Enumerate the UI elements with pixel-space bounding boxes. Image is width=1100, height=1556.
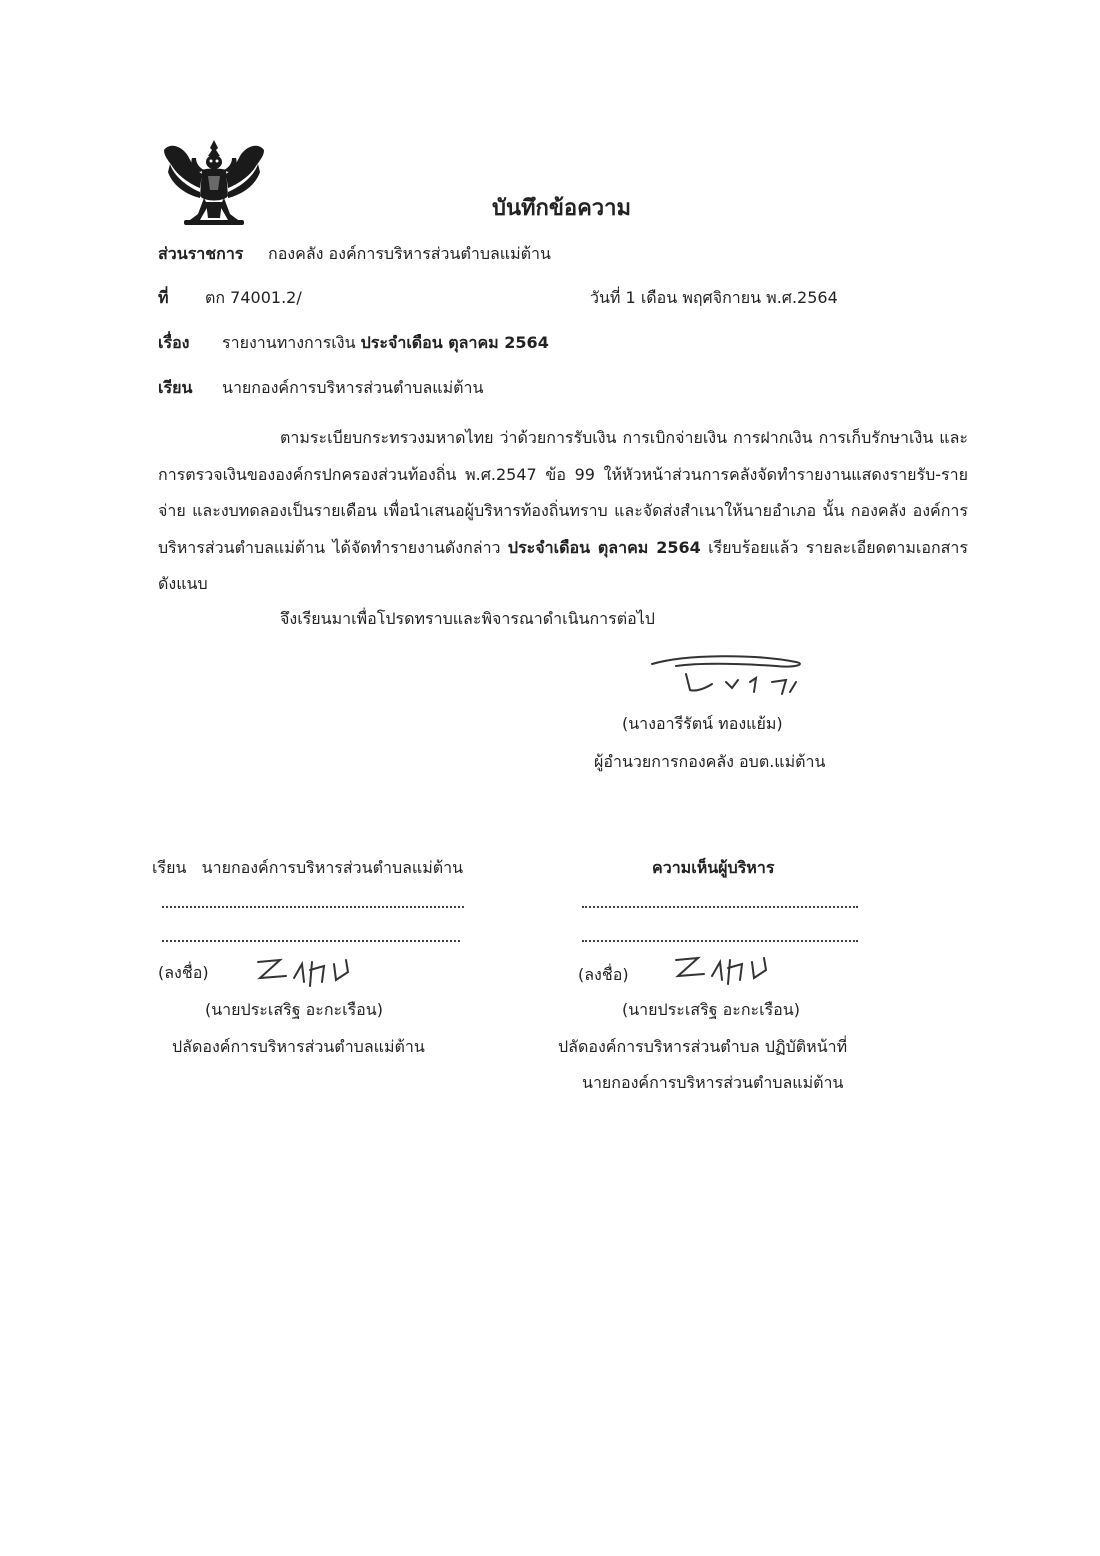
ref-value: ตก 74001.2/ (205, 288, 302, 307)
left-comment-line-1 (162, 906, 464, 908)
left-heading-label: เรียน (152, 858, 187, 877)
subject-bold: ประจำเดือน ตุลาคม 2564 (360, 333, 549, 352)
body-paragraph-1 (158, 420, 968, 603)
right-comment-line-1 (582, 906, 858, 908)
right-signer-position-1: ปลัดองค์การบริหารส่วนตำบล ปฏิบัติหน้าที่ (558, 1037, 848, 1056)
left-comment-line-2 (162, 940, 460, 942)
para1-bold: ประจำเดือน ตุลาคม 2564 (507, 537, 701, 557)
dept-value: กองคลัง องค์การบริหารส่วนตำบลแม่ต้าน (268, 244, 551, 263)
signer-position: ผู้อำนวยการกองคลัง อบต.แม่ต้าน (594, 752, 826, 771)
right-signer-name: (นายประเสริฐ อะกะเรือน) (622, 1000, 800, 1019)
right-sign-label: (ลงชื่อ) (578, 965, 629, 984)
ref-label: ที่ (158, 288, 169, 307)
to-value: นายกองค์การบริหารส่วนตำบลแม่ต้าน (222, 378, 484, 397)
memo-title: บันทึกข้อความ (492, 196, 632, 221)
left-sign-label: (ลงชื่อ) (158, 963, 209, 982)
signature-icon (646, 652, 816, 700)
garuda-emblem-icon (160, 140, 268, 226)
left-signature-icon (250, 952, 360, 992)
subject-plain: รายงานทางการเงิน (222, 333, 356, 352)
to-label: เรียน (158, 378, 193, 397)
subject-label: เรื่อง (158, 333, 190, 352)
date-value: วันที่ 1 เดือน พฤศจิกายน พ.ศ.2564 (590, 288, 838, 307)
signer-name: (นางอารีรัตน์ ทองแย้ม) (622, 714, 783, 733)
para1-text: ตามระเบียบกระทรวงมหาดไทย ว่าด้วยการรับเงิน การเบิกจ่ายเงิน การฝากเงิน การเก็บรักษาเงิน และการตรวจเงินขององค์กรปกครองส่วนท้องถิ่น พ.ศ.2547 ข้อ 99 ให้หัวหน้าส่วนการคลังจัดทำรายงานแสดงรายรับ-รายจ่าย และงบทดลองเป็นรายเดือน เพื่อนำเสนอผู้บริหารท้องถิ่นทราบ และจัดส่งสำเนาให้นายอำเภอ นั้น กองคลัง องค์การบริหารส่วนตำบลแม่ต้าน ได้จัดทำรายงานดังกล่าว (158, 428, 968, 557)
right-heading: ความเห็นผู้บริหาร (652, 858, 775, 877)
left-signer-name: (นายประเสริฐ อะกะเรือน) (205, 1000, 383, 1019)
left-signer-position: ปลัดองค์การบริหารส่วนตำบลแม่ต้าน (172, 1037, 425, 1056)
right-comment-line-2 (582, 940, 858, 942)
subject-value (222, 332, 549, 354)
left-heading-value: นายกองค์การบริหารส่วนตำบลแม่ต้าน (201, 858, 464, 877)
right-signature-icon (668, 950, 778, 990)
body-paragraph-2: จึงเรียนมาเพื่อโปรดทราบและพิจารณาดำเนินการต่อไป (280, 609, 655, 628)
right-signer-position-2: นายกองค์การบริหารส่วนตำบลแม่ต้าน (582, 1073, 844, 1092)
dept-label: ส่วนราชการ (158, 244, 244, 263)
para1-text-end: เรียบร้อยแล้ว รายละเอียดตามเอกสารดังแนบ (158, 537, 968, 593)
left-heading (152, 857, 463, 879)
